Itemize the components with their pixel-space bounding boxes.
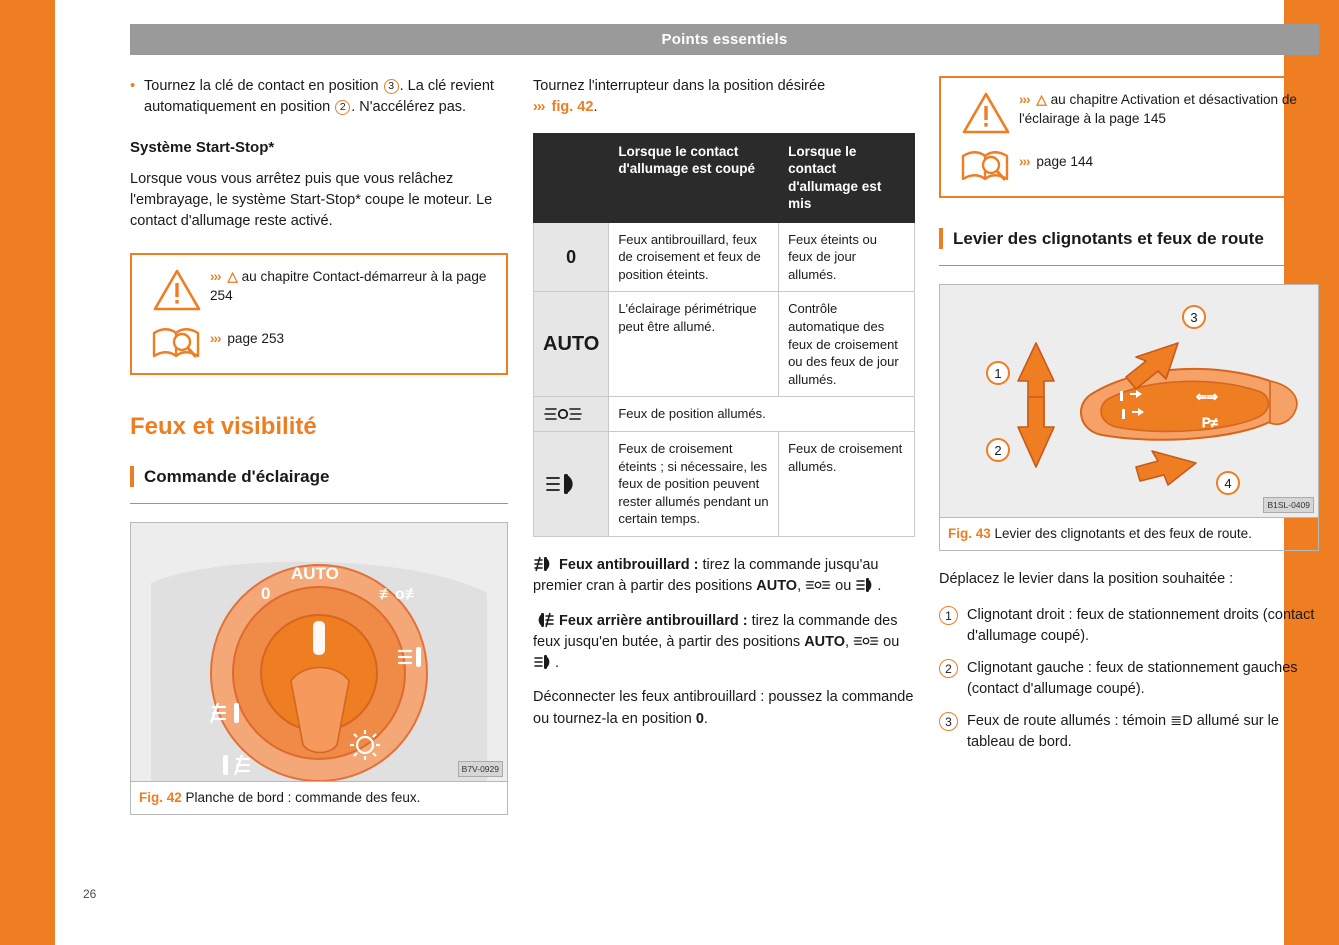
figure-42-caption-text: Planche de bord : commande des feux. bbox=[185, 790, 421, 806]
arrows-icon-2: ››› bbox=[210, 330, 221, 346]
note-warning-text bbox=[210, 267, 494, 306]
paragraph-switch-position bbox=[533, 76, 915, 119]
lever-positions-list bbox=[939, 605, 1319, 753]
note-row-warning bbox=[144, 267, 494, 311]
table-header-ignition-off: Lorsque le contact d'allumage est coupé bbox=[609, 133, 779, 222]
svg-text:2: 2 bbox=[994, 443, 1002, 459]
position-lights-icon-inline bbox=[805, 579, 831, 591]
svg-text:1: 1 bbox=[994, 366, 1002, 382]
page-header-bar bbox=[130, 24, 1319, 55]
svg-text:≢o≢: ≢o≢ bbox=[379, 586, 421, 604]
list-item-text-1: Clignotant droit : feux de stationnement droits (contact d'allumage coupé). bbox=[967, 606, 1315, 644]
svg-text:3: 3 bbox=[1190, 310, 1198, 326]
position-auto-2: AUTO bbox=[804, 633, 846, 650]
arrows-icon-4: ››› bbox=[1019, 92, 1030, 107]
position-lights-icon-inline-2 bbox=[853, 635, 879, 647]
intro-text: Tournez l'interrupteur dans la position désirée bbox=[533, 78, 826, 94]
svg-text:P≠: P≠ bbox=[1202, 415, 1218, 431]
table-cell-on-0: Feux éteints ou feux de jour allumés. bbox=[779, 222, 915, 292]
table-row bbox=[534, 292, 915, 397]
inline-warning-icon-2: △ bbox=[1036, 92, 1047, 107]
table-symbol-0: 0 bbox=[534, 222, 609, 292]
fog-lights-text: tirez la commande jusqu'au premier cran à partir des positions bbox=[533, 556, 879, 595]
position-auto-1: AUTO bbox=[756, 578, 798, 595]
list-item bbox=[939, 605, 1319, 647]
callout-number-3: 3 bbox=[939, 711, 967, 753]
table-header-row bbox=[534, 133, 915, 222]
note-warning-label: au chapitre Contact-démarreur à la page 254 bbox=[210, 268, 487, 303]
paragraph-start-stop: Lorsque vous vous arrêtez puis que vous relâchez l'embrayage, le système Start-Stop* coupe le moteur. Le contact d'allumage reste activé. bbox=[130, 170, 493, 230]
note-warning-label-2: au chapitre Activation et désactivation de l'éclairage à la page 145 bbox=[1019, 92, 1297, 127]
table-row bbox=[534, 397, 915, 432]
figure-42-label: Fig. 42 bbox=[139, 790, 182, 806]
fog-light-icon bbox=[533, 556, 555, 572]
table-row bbox=[534, 432, 915, 537]
inline-warning-icon: △ bbox=[227, 268, 238, 284]
or-text-1: ou bbox=[835, 578, 852, 595]
column-center bbox=[533, 76, 915, 743]
rear-fog-lights-label: Feux arrière antibrouillard : bbox=[559, 612, 748, 629]
arrows-icon: ››› bbox=[210, 268, 221, 284]
position-zero: 0 bbox=[695, 710, 704, 727]
list-item bbox=[939, 711, 1319, 753]
intro-end: . bbox=[593, 99, 598, 116]
note-box-lighting bbox=[939, 76, 1319, 198]
definition-fog-lights bbox=[533, 555, 915, 598]
low-beam-icon-inline-2 bbox=[533, 654, 555, 670]
fog-lights-label: Feux antibrouillard : bbox=[559, 556, 699, 573]
callout-number-1: 1 bbox=[939, 605, 967, 647]
subsection-wrap-light-control bbox=[130, 466, 508, 504]
figure-43 bbox=[939, 284, 1319, 551]
table-cell-off-0: Feux antibrouillard, feux de croisement et feux de position éteints. bbox=[609, 222, 779, 292]
position-lights-icon bbox=[534, 397, 609, 432]
arrows-icon-3: ››› bbox=[533, 99, 545, 116]
table-symbol-auto: AUTO bbox=[534, 292, 609, 397]
note-box-contact bbox=[130, 253, 508, 375]
warning-triangle-icon-2 bbox=[953, 90, 1019, 134]
list-item bbox=[939, 658, 1319, 700]
figure-43-code: B1SL-0409 bbox=[1263, 497, 1314, 513]
book-magnifier-icon-2 bbox=[953, 144, 1019, 186]
note-row-reference-2 bbox=[953, 144, 1305, 186]
rear-fog-light-icon bbox=[533, 612, 555, 628]
def3-end: . bbox=[703, 710, 708, 727]
figure-43-image bbox=[940, 285, 1318, 517]
column-right bbox=[939, 76, 1319, 764]
figure-42 bbox=[130, 522, 508, 815]
circled-number-3: 3 bbox=[384, 79, 399, 94]
para-text-end: . N'accélérez pas. bbox=[351, 99, 467, 116]
rear-fog-lights-text: tirez la commande des feux jusqu'en butée, à partir des positions bbox=[533, 612, 898, 650]
definition-disconnect-fog bbox=[533, 687, 915, 730]
note-reference-label-2: page 144 bbox=[1036, 154, 1094, 169]
figure-43-caption bbox=[940, 517, 1318, 550]
list-item-text-3: Feux de route allumés : témoin ≣D allumé sur le tableau de bord. bbox=[967, 712, 1279, 750]
svg-text:0: 0 bbox=[261, 584, 271, 604]
note-reference-label: page 253 bbox=[227, 330, 285, 346]
figure-43-caption-text: Levier des clignotants et des feux de route. bbox=[994, 526, 1252, 542]
page-number: 26 bbox=[83, 887, 97, 901]
subsection-wrap-turn-signal bbox=[939, 228, 1319, 266]
document-page bbox=[55, 0, 1315, 945]
or-text-2: ou bbox=[883, 633, 900, 650]
def2-end: . bbox=[555, 655, 560, 672]
low-beam-icon-inline bbox=[855, 577, 877, 593]
table-cell-on-1: Contrôle automatique des feux de croisement ou des feux de jour allumés. bbox=[779, 292, 915, 397]
figure-42-caption bbox=[131, 781, 507, 814]
note-reference-text-2 bbox=[1019, 144, 1305, 171]
table-cell-position-lights: Feux de position allumés. bbox=[609, 397, 915, 432]
book-magnifier-icon bbox=[144, 321, 210, 363]
svg-text:AUTO: AUTO bbox=[291, 564, 339, 584]
table-header-ignition-on: Lorsque le contact d'allumage est mis bbox=[779, 133, 915, 222]
para-text: Tournez la clé de contact en position bbox=[144, 78, 379, 94]
lights-table bbox=[533, 133, 915, 537]
subsection-title-turn-signal: Levier des clignotants et feux de route bbox=[939, 228, 1319, 249]
definition-rear-fog-lights: Feux arrière antibrouillard : tirez la commande des feux jusqu'en butée, à partir des positions AUTO, ou . bbox=[533, 612, 900, 672]
table-cell-off-1: L'éclairage périmétrique peut être allumé. bbox=[609, 292, 779, 397]
para-text-mid: . La clé revient automatiquement en position bbox=[144, 78, 494, 116]
svg-text:⇐⇒: ⇐⇒ bbox=[1196, 389, 1218, 405]
note-reference-text bbox=[210, 321, 494, 348]
figure-42-code: B7V-0929 bbox=[458, 761, 503, 777]
header-title: Points essentiels bbox=[661, 31, 788, 48]
figure-42-image bbox=[131, 523, 507, 781]
list-item-text-2: Clignotant gauche : feux de stationnement gauches (contact d'allumage coupé). bbox=[967, 659, 1298, 697]
table-cell-on-3: Feux de croisement allumés. bbox=[779, 432, 915, 537]
svg-text:4: 4 bbox=[1224, 476, 1232, 492]
table-cell-off-3: Feux de croisement éteints ; si nécessaire, les feux de position peuvent rester allumés pendant un certain temps. bbox=[609, 432, 779, 537]
note-warning-text-2 bbox=[1019, 90, 1305, 129]
warning-triangle-icon bbox=[144, 267, 210, 311]
column-left bbox=[130, 76, 508, 815]
circled-number-2: 2 bbox=[335, 100, 350, 115]
def1-end: . bbox=[877, 578, 882, 595]
arrows-icon-5: ››› bbox=[1019, 154, 1030, 169]
heading-start-stop: Système Start-Stop* bbox=[130, 138, 275, 156]
figure-43-label: Fig. 43 bbox=[948, 526, 991, 542]
paragraph-ignition-key bbox=[130, 76, 508, 119]
table-row bbox=[534, 222, 915, 292]
note-row-warning-2 bbox=[953, 90, 1305, 134]
section-title-lights: Feux et visibilité bbox=[130, 412, 317, 440]
figure-reference-42[interactable]: fig. 42 bbox=[551, 99, 594, 116]
low-beam-icon bbox=[534, 432, 609, 537]
callout-number-2: 2 bbox=[939, 658, 967, 700]
paragraph-lever-intro: Déplacez le levier dans la position souhaitée : bbox=[939, 571, 1234, 588]
subsection-title-light-control: Commande d'éclairage bbox=[130, 466, 508, 487]
table-header-blank bbox=[534, 133, 609, 222]
sep-1: , bbox=[797, 578, 802, 595]
disconnect-fog-text: Déconnecter les feux antibrouillard : poussez la commande ou tournez-la en position bbox=[533, 689, 914, 727]
note-row-reference bbox=[144, 321, 494, 363]
